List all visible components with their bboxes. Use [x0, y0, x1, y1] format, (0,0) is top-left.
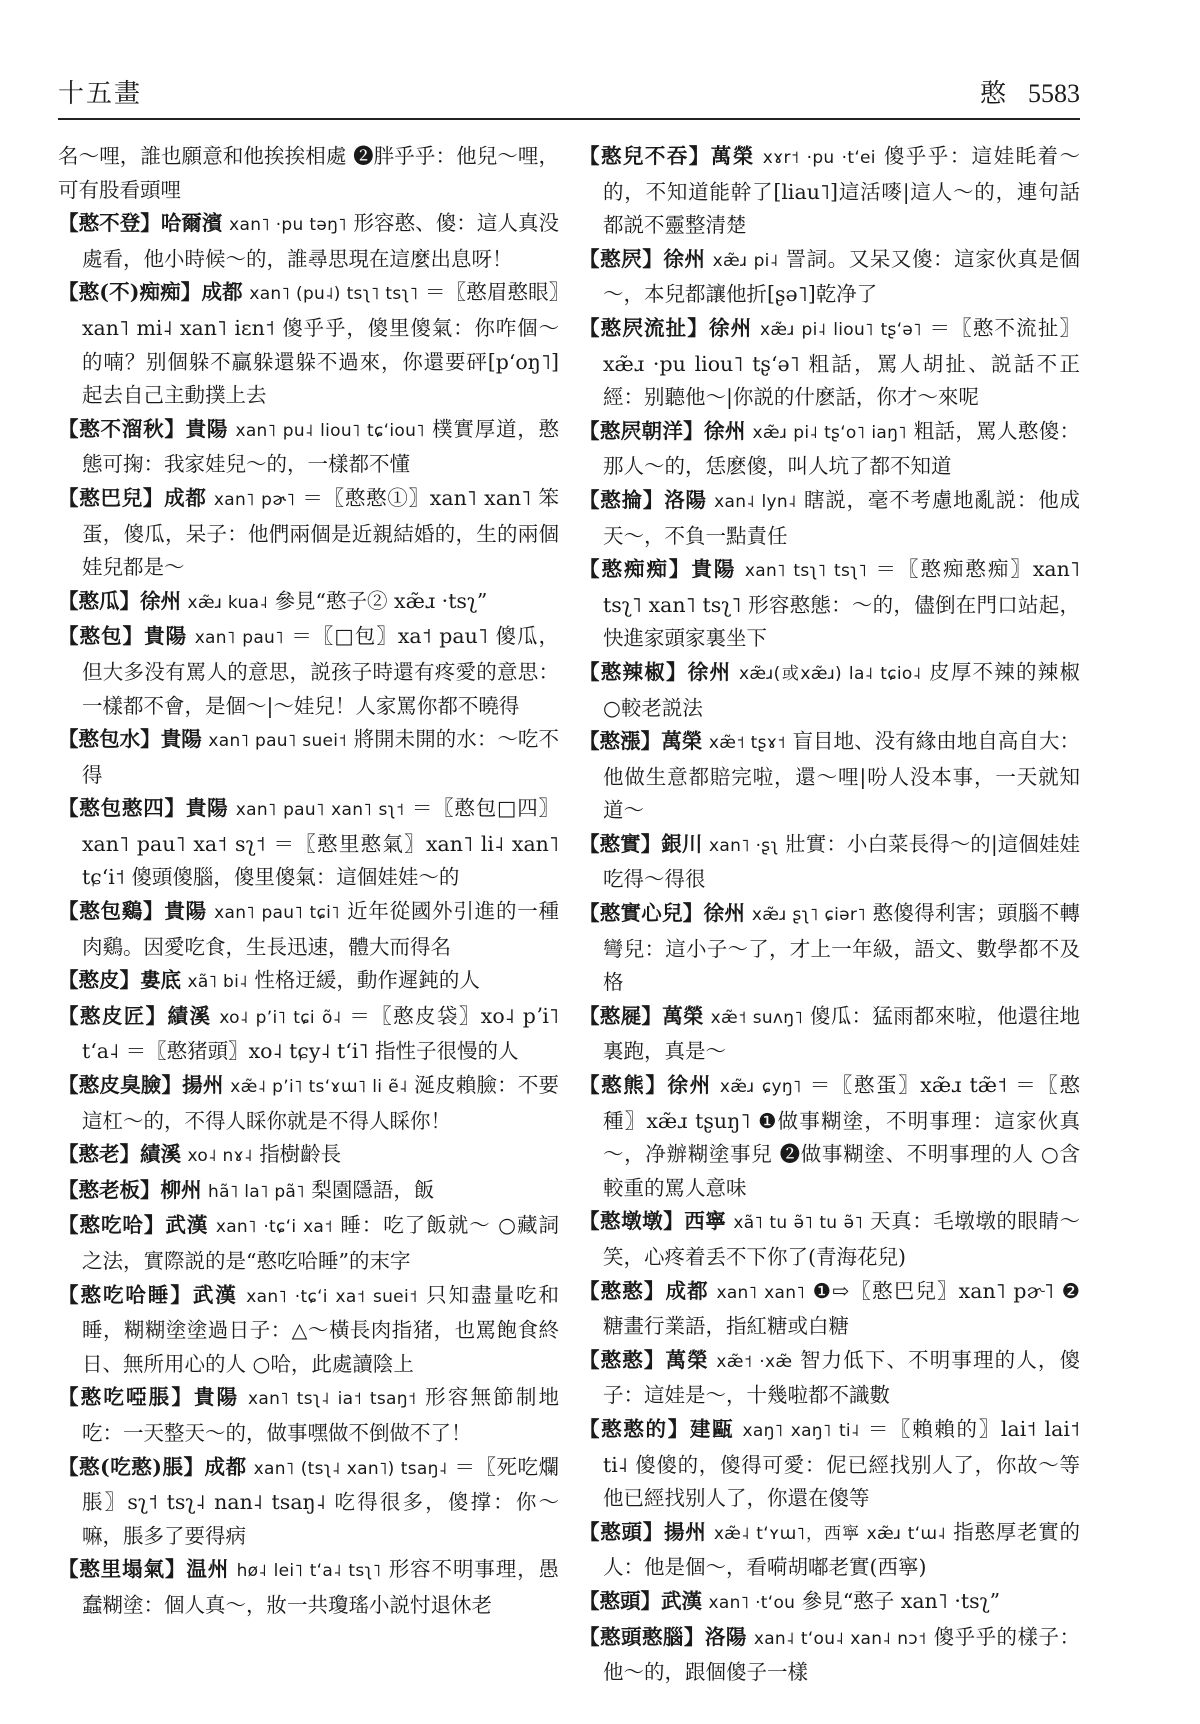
head-character: 憨 [979, 79, 1006, 109]
dictionary-entry [58, 964, 559, 1000]
dictionary-entry [579, 897, 1080, 1000]
dictionary-entry [579, 656, 1080, 725]
pronunciation: xan˥ ·tʻou [708, 1592, 796, 1613]
dialect-location: 武漢 [192, 1282, 238, 1307]
definition: 瞎説，毫不考慮地亂説：他成天～，不負一點責任 [603, 487, 1080, 548]
headword: 【憨頭】 [579, 1519, 665, 1544]
dictionary-entry [58, 1209, 559, 1278]
dictionary-entry [579, 1069, 1080, 1205]
definition: ❶⇨〖憨巴兒〗xan˥ pɚ˥ ❷糖畫行業語，指紅糖或白糖 [603, 1278, 1080, 1339]
dictionary-entry [579, 553, 1080, 656]
dictionary-entry [58, 276, 559, 412]
headword: 【憨熊】 [579, 1073, 668, 1098]
headword: 【憨兒不吞】 [579, 144, 711, 168]
dialect-location: 徐州 [663, 246, 706, 271]
dictionary-entry [579, 312, 1080, 415]
dialect-location: 貴陽 [144, 624, 188, 649]
pronunciation: xan˥ pau˥ suei˦ [208, 731, 347, 752]
dictionary-entry [579, 1000, 1080, 1069]
definition: 只知盡量吃和睡，糊糊塗塗過日子：△～橫長肉指猪，也罵飽食終日、無所用心的人 ○哈，此處讀陰上 [82, 1282, 559, 1376]
dialect-location: 揚州 [664, 1519, 707, 1544]
running-head [980, 73, 1080, 110]
headword: 【憨包】 [58, 624, 145, 649]
dialect-location: 貴陽 [691, 557, 737, 582]
dialect-location: 貴陽 [160, 727, 202, 752]
definition: 傻乎乎的樣子：他～的，跟個傻子一樣 [603, 1624, 1080, 1685]
headword: 【憨皮】 [58, 968, 140, 993]
dictionary-entry [58, 1069, 559, 1138]
dialect-location: 西寧 [684, 1209, 727, 1234]
headword: 【憨皮臭臉】 [58, 1073, 183, 1098]
definition: ＝〖憨皮袋〗xo˨ pʼi˥ tʻa˨ ＝〖憨猪頭〗xo˨ tɕy˨ tʻi˥ 指性子很慢的人 [82, 1003, 559, 1064]
pronunciation: hã˥ la˥ pã˥ [208, 1181, 305, 1202]
page-number: 5583 [1028, 79, 1080, 108]
dictionary-entry [579, 415, 1080, 484]
pronunciation: xan˥ pau˥ xan˥ sʅ˦ [235, 800, 405, 821]
dictionary-entry [579, 1585, 1080, 1621]
dictionary-entry [58, 482, 559, 585]
dictionary-entry [579, 140, 1080, 243]
pronunciation: xan˨ tʻou˨ xan˨ nɔ˦ [753, 1628, 927, 1649]
dictionary-entry [579, 1413, 1080, 1516]
dictionary-entry [579, 1205, 1080, 1274]
pronunciation: xo˨ pʼi˥ tɕi õ˨ [219, 1007, 342, 1028]
headword: 【憨巴兒】 [58, 485, 165, 510]
definition: 近年從國外引進的一種肉鷄。因愛吃食，生長迅速，體大而得名 [82, 899, 559, 959]
dictionary-entry [58, 1000, 559, 1069]
pronunciation: xan˥ tsʅ˨ ia˦ tsaŋ˦ [248, 1389, 417, 1410]
headword: 【憨頭】 [579, 1588, 661, 1613]
headword: 【憨實心兒】 [579, 901, 704, 926]
headword: 【憨包水】 [58, 727, 161, 752]
dialect-location: 績溪 [140, 1142, 181, 1167]
headword: 【憨吃哈】 [58, 1213, 166, 1238]
dialect-location: 建甌 [689, 1416, 735, 1441]
dialect-location: 徐州 [140, 588, 181, 613]
definition: 傻乎乎：這娃眊着～的，不知道能幹了[liau˥]這活嘜|這人～的，連句話都説不靈整清楚 [603, 144, 1080, 238]
pronunciation: xæ̃ɹ kua˨ [187, 592, 269, 613]
pronunciation: xan˥ ·tɕʻi xa˦ suei˦ [246, 1286, 418, 1307]
definition: 形容無節制地吃：一天整天～的，做事嘿做不倒做不了！ [82, 1385, 559, 1445]
pronunciation: xan˥ (tsʅ˨ xan˥) tsaŋ˨ [253, 1458, 448, 1479]
dialect-location: 洛陽 [664, 487, 707, 512]
pronunciation: xã˥ tu ə̃˥ tu ə̃˥ [733, 1213, 864, 1234]
headword: 【憨實】 [579, 831, 662, 856]
headword: 【憨屄朝洋】 [579, 418, 704, 443]
definition: 指憨厚老實的人：他是個～，看嗬胡嘟老實(西寧) [603, 1519, 1080, 1580]
dictionary-entry [58, 1381, 559, 1450]
definition: 形容不明事理，愚蠢糊塗：個人真～，妝一共瓊瑤小説忖退休老 [82, 1557, 559, 1617]
headword: 【憨憨的】 [579, 1416, 690, 1441]
definition: 詈詞。又呆又傻：這家伙真是個～，本兒都讓他折[ʂә˥]乾净了 [603, 246, 1080, 307]
dialect-location: 徐州 [704, 418, 746, 443]
definition: 睡：吃了飯就～ ○藏詞之法，實際説的是“憨吃哈睡”的末字 [82, 1213, 559, 1273]
dialect-location: 萬榮 [661, 729, 703, 754]
pronunciation: xan˨ lyn˨ [714, 491, 797, 512]
dictionary-entry [579, 828, 1080, 897]
pronunciation: xæ̃ɹ pi˨ liou˥ tʂʻә˥ [759, 319, 922, 340]
dialect-location: 温州 [186, 1557, 230, 1582]
pronunciation: xæ̃ɹ pi˨ tʂʻo˥ iaŋ˥ [752, 422, 907, 443]
pronunciation: xæ̃ɹ pi˨ [712, 250, 779, 271]
pronunciation: xæ̃˨ pʼi˥ tsʻɤɯ˥ li ẽ˨ [230, 1077, 408, 1098]
pronunciation: xan˥ ·ʂʅ [709, 835, 779, 856]
pronunciation: xan˥ ·tɕʻi xa˦ [215, 1217, 333, 1238]
dialect-location: 成都 [201, 280, 243, 305]
dialect-location: 徐州 [667, 1073, 712, 1098]
dictionary-entry [58, 1553, 559, 1622]
definition: 涎皮賴臉：不要這杠～的，不得人睬你就是不得人睬你！ [82, 1073, 559, 1133]
definition: 參見“憨子② xæ̃ɹ ·tsʅ” [274, 588, 488, 613]
dialect-location: 婁底 [140, 968, 181, 993]
pronunciation: xæ̃˦ tʂɤ˦ [708, 733, 786, 754]
headword: 【憨吃哈睡】 [58, 1282, 193, 1307]
definition: 將開未開的水：～吃不得 [82, 727, 559, 787]
headword: 【憨包鷄】 [58, 899, 165, 924]
definition: ＝〖憨痴憨痴〗xan˥ tsʅ˥ xan˥ tsʅ˥ 形容憨態：～的，儘倒在門口站起，快進家頭家裏坐下 [603, 557, 1080, 651]
definition: ＝〖□包〗xa˦ pau˥ 傻瓜，但大多没有罵人的意思，説孩子時還有疼愛的意思：一樣都不會，是個～|～娃兒！人家罵你都不曉得 [82, 624, 559, 718]
dialect-location: 成都 [204, 1454, 247, 1479]
dictionary-entry [58, 723, 559, 792]
dialect-location: 武漢 [661, 1588, 702, 1613]
pronunciation: xæ̃ɹ(或xæ̃ɹ) la˨ tɕio˨ [738, 663, 922, 684]
definition: ＝〖憨蛋〗xæ̃ɹ tæ̃˦ ＝〖憨種〗xæ̃ɹ tʂuŋ˥ ❶做事糊塗，不明事理：這家伙真～，净辦糊塗事兒 ❷做事糊塗、不明事理的人 ○含較重的罵人意味 [603, 1073, 1080, 1200]
definition: 名～哩，誰也願意和他挨挨相處 ❷胖乎乎：他兒～哩，可有股看頭哩 [58, 144, 559, 202]
definition: 盲目地、没有緣由地自高自大：他做生意都賠完啦，還～哩|吩人没本事，一天就知道～ [603, 729, 1080, 823]
headword: 【憨屄】 [579, 246, 664, 271]
dialect-location: 揚州 [182, 1073, 224, 1098]
headword: 【憨漲】 [579, 729, 662, 754]
pronunciation: xan˥ pau˥ [194, 628, 284, 649]
pronunciation: xæ̃˨ tʻʏɯ˥，西寧 xæ̃ɹ tʻɯ˨ [713, 1523, 946, 1544]
dictionary-entry [579, 1275, 1080, 1344]
definition: 智力低下、不明事理的人，傻子：這娃是～，十幾啦都不識數 [603, 1347, 1080, 1408]
definition: ＝〖賴賴的〗lai˦ lai˦ ti˨ 傻傻的，傻得可愛：伲已經找别人了，你故～等他已經找别人了，你還在傻等 [603, 1416, 1080, 1511]
dialect-location: 洛陽 [704, 1624, 747, 1649]
definition: 梨園隱語，飯 [311, 1177, 435, 1202]
definition: 皮厚不辣的辣椒 ○較老説法 [603, 659, 1080, 720]
definition: ＝〖憨包□四〗xan˥ pau˥ xa˦ sʅ˦ ＝〖憨里憨氣〗xan˥ li˨ xan˥ tɕʻi˦ 傻頭傻腦，傻里傻氣：這個娃娃～的 [82, 796, 559, 890]
pronunciation: xæ̃ɹ ʂʅ˥ ɕiәr˥ [751, 905, 866, 926]
definition: ＝〖憨眉憨眼〗xan˥ mi˨ xan˥ iɛn˦ 傻乎乎，傻里傻氣：你咋個～的喃？别個躲不贏躲還躲不過來，你還要砰[pʻoŋ˥]起去自己主動撲上去 [82, 280, 559, 408]
headword: 【憨(吃憨)脹】 [58, 1454, 205, 1479]
dictionary-entry [579, 1516, 1080, 1585]
definition: 天真：毛墩墩的眼睛～笑，心疼着丢不下你了(青海花兒) [603, 1209, 1080, 1269]
dialect-location: 徐州 [708, 315, 753, 340]
headword: 【憨老板】 [58, 1177, 161, 1202]
dictionary-entry [579, 484, 1080, 553]
dictionary-entry [58, 1138, 559, 1174]
pronunciation: xan˥ tsʅ˥ tsʅ˥ [744, 561, 867, 582]
headword: 【憨瓜】 [58, 588, 140, 613]
dictionary-entry [579, 725, 1080, 828]
pronunciation: xan˥ pau˥ tɕi˥ [214, 903, 340, 924]
pronunciation: xan˥ (pu˨) tsʅ˥ tsʅ˥ [249, 284, 419, 305]
pronunciation: xæ̃˦ ·xæ̃ [716, 1351, 793, 1372]
dialect-location: 萬榮 [662, 1003, 704, 1028]
right-column [579, 140, 1080, 1700]
pronunciation: xæ̃ɹ ɕyŋ˥ [719, 1077, 802, 1098]
dictionary-entry [58, 895, 559, 964]
definition: 傻瓜：猛雨都來啦，他還往地裏跑，真是～ [603, 1003, 1080, 1064]
headword: 【憨(不)痴痴】 [58, 280, 202, 305]
definition: 樸實厚道，憨態可掬：我家娃兒～的，一樣都不懂 [82, 416, 559, 477]
dictionary-body [58, 140, 1080, 1700]
dialect-location: 萬榮 [665, 1347, 709, 1372]
dictionary-entry [58, 413, 559, 482]
definition: ＝〖憨不流扯〗xæ̃ɹ ·pu liou˥ tʂʻә˥ 粗話，罵人胡扯、説話不正經：别聽他～|你説的什麽話，你才～來呢 [603, 315, 1080, 410]
dialect-location: 徐州 [687, 659, 732, 684]
dictionary-entry [58, 140, 559, 207]
pronunciation: xan˥ xan˥ [716, 1282, 805, 1303]
definition: ＝〖憨憨①〗xan˥ xan˥ 笨蛋，傻瓜，呆子：他們兩個是近親結婚的，生的兩個娃兒都是～ [82, 485, 559, 580]
dictionary-entry [58, 792, 559, 895]
headword: 【憨屣】 [579, 1003, 663, 1028]
definition: 憨傻得利害；頭腦不轉彎兒：這小子～了，才上一年級，語文、數學都不及格 [603, 901, 1080, 995]
dialect-location: 貴陽 [194, 1385, 240, 1410]
headword: 【憨墩墩】 [579, 1209, 685, 1234]
dictionary-entry [579, 1344, 1080, 1413]
dialect-location: 銀川 [661, 831, 703, 856]
headword: 【憨掄】 [579, 487, 665, 512]
dialect-location: 貴陽 [185, 796, 229, 821]
headword: 【憨不溜秋】 [58, 416, 186, 441]
pronunciation: xã˥ bi˨ [187, 972, 248, 993]
definition: 參見“憨子 xan˥ ·tsʅ” [801, 1588, 1001, 1613]
headword: 【憨吃啞脹】 [58, 1385, 195, 1410]
dialect-location: 成都 [665, 1278, 709, 1303]
dialect-location: 成都 [164, 485, 207, 510]
header-rule [58, 118, 1080, 120]
dictionary-entry [58, 620, 559, 723]
headword: 【憨包憨四】 [58, 796, 186, 821]
pronunciation: xan˥ pu˨ liou˥ tɕʻiou˥ [235, 420, 425, 441]
dialect-location: 哈爾濱 [160, 211, 223, 236]
dialect-location: 萬榮 [710, 144, 755, 168]
headword: 【憨屄流扯】 [579, 315, 709, 340]
dialect-location: 績溪 [167, 1003, 212, 1028]
headword: 【憨里塌氣】 [58, 1557, 187, 1582]
definition: 指樹齡長 [259, 1142, 342, 1167]
definition: 性格迂緩，動作遲鈍的人 [254, 968, 480, 993]
headword: 【憨不登】 [58, 211, 161, 236]
definition: 形容憨、傻：這人真没處看，他小時候～的，誰尋思現在這麼出息呀！ [82, 211, 559, 271]
dictionary-entry [579, 1621, 1080, 1690]
pronunciation: xæ̃˦ suʌŋ˥ [710, 1007, 804, 1028]
headword: 【憨頭憨腦】 [579, 1624, 705, 1649]
definition: 粗話，罵人憨傻：那人～的，恁麽傻，叫人坑了都不知道 [603, 418, 1080, 479]
headword: 【憨憨】 [579, 1278, 666, 1303]
page-header [58, 70, 1080, 110]
dialect-location: 貴陽 [164, 899, 207, 924]
dictionary-entry [58, 585, 559, 621]
dictionary-entry [579, 243, 1080, 312]
dialect-location: 貴陽 [185, 416, 229, 441]
dictionary-entry [58, 1174, 559, 1210]
pronunciation: xan˥ pɚ˥ [213, 489, 296, 510]
definition: ＝〖死吃爛脹〗sʅ˦ tsʅ˨ nan˨ tsaŋ˨ 吃得很多，傻撑：你～嘛，脹多了要得病 [82, 1454, 559, 1548]
pronunciation: xo˨ nɤ˨ [187, 1146, 253, 1167]
pronunciation: hø˨ lei˥ tʻa˨ tsʅ˥ [236, 1561, 382, 1582]
pronunciation: xɤr˦ ·pu ·tʻei [762, 148, 876, 168]
pronunciation: xaŋ˥ xaŋ˥ ti˨ [742, 1420, 860, 1441]
headword: 【憨老】 [58, 1142, 140, 1167]
dialect-location: 徐州 [703, 901, 746, 926]
pronunciation: xan˥ ·pu tәŋ˥ [229, 215, 347, 236]
headword: 【憨皮匠】 [58, 1003, 168, 1028]
dictionary-entry [58, 1279, 559, 1382]
definition: 壯實：小白菜長得～的|這個娃娃吃得～得很 [603, 831, 1080, 892]
dictionary-entry [58, 1451, 559, 1554]
dictionary-entry [58, 207, 559, 276]
left-column [58, 140, 559, 1700]
dialect-location: 柳州 [160, 1177, 202, 1202]
headword: 【憨憨】 [579, 1347, 666, 1372]
section-label: 十五畫 [58, 79, 143, 109]
headword: 【憨痴痴】 [579, 557, 692, 582]
headword: 【憨辣椒】 [579, 659, 688, 684]
dialect-location: 武漢 [165, 1213, 209, 1238]
